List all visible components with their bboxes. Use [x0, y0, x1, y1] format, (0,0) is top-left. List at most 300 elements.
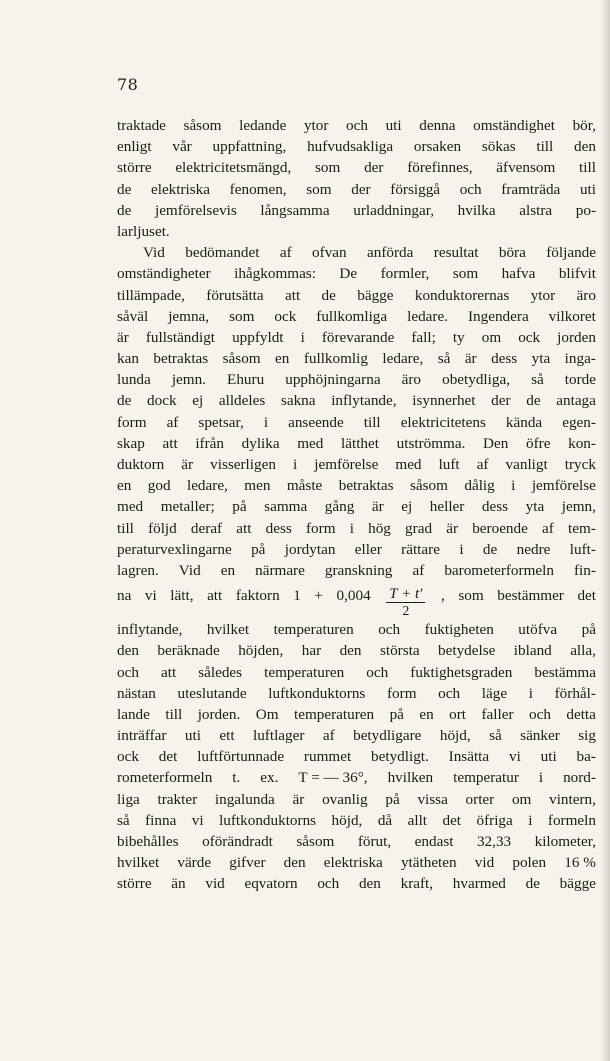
word: är: [464, 350, 477, 368]
text-line: [117, 640, 596, 661]
word: än: [171, 875, 186, 893]
word: dess: [491, 350, 518, 368]
text-line: [117, 390, 596, 411]
word: anseende: [288, 413, 344, 431]
word: är: [117, 328, 129, 346]
word: äro: [576, 286, 596, 304]
word: förut,: [357, 833, 392, 850]
word: grad: [405, 519, 433, 537]
word: betydligare: [353, 727, 422, 745]
word: ofvan: [312, 244, 347, 262]
word: med: [117, 498, 144, 516]
word: bedömandet: [185, 244, 260, 262]
word: de: [526, 392, 541, 410]
word: till: [165, 705, 183, 723]
word: största: [379, 642, 420, 660]
word: följande: [546, 244, 596, 262]
word: af: [322, 727, 335, 745]
word: trakter: [157, 790, 198, 808]
word: hvarmed: [452, 875, 506, 893]
word: ex.: [260, 769, 279, 787]
word: hvilket: [206, 621, 250, 639]
word: ledare,: [186, 477, 228, 495]
word: på: [251, 540, 266, 558]
word: större: [117, 875, 152, 893]
word: ibland: [513, 642, 552, 660]
word: om: [481, 328, 502, 346]
word: god: [147, 477, 171, 495]
word: såväl: [117, 307, 149, 325]
word: dess: [265, 519, 292, 537]
word: 0,004: [336, 587, 371, 605]
word: af: [279, 244, 292, 262]
word: der: [351, 180, 371, 198]
word: förhål-: [554, 684, 596, 702]
word: i: [528, 684, 533, 702]
word: visserligen: [210, 456, 276, 473]
word: ock: [117, 748, 139, 766]
word: och: [346, 117, 368, 134]
word: höjd,: [439, 727, 471, 745]
word: lunda: [117, 371, 151, 389]
word: vissa: [417, 790, 448, 808]
word: uti: [385, 117, 402, 134]
text-line: [117, 662, 596, 683]
text-line: [117, 263, 596, 284]
word: lätt,: [170, 587, 194, 605]
word: som: [229, 307, 255, 325]
word: af: [542, 519, 554, 537]
text-line: [117, 767, 596, 788]
word: förutsätta: [206, 286, 264, 304]
word: eller: [354, 540, 382, 558]
word: att: [160, 663, 177, 681]
word: ej: [401, 498, 413, 516]
word: är: [371, 498, 384, 516]
word: som: [306, 180, 332, 198]
word: vi: [508, 748, 521, 766]
word: gifver: [229, 854, 266, 872]
word: följd: [148, 519, 177, 537]
fraction: [386, 587, 425, 620]
word: rometerformeln: [117, 769, 213, 787]
word: hög: [368, 519, 391, 537]
word: så: [437, 350, 451, 368]
word: öfriga: [476, 811, 513, 829]
word: der: [491, 392, 511, 410]
word: Vid: [143, 244, 165, 262]
word: till: [579, 159, 596, 177]
text-line: [117, 179, 596, 200]
word: bibehålles: [117, 833, 179, 850]
text-line: [117, 242, 596, 263]
word: luftkonduktorns: [268, 684, 366, 702]
word: fall;: [411, 328, 436, 346]
word: orsaken: [413, 138, 462, 156]
word: allt: [407, 811, 428, 829]
text-line: [117, 412, 596, 433]
word: endast: [414, 833, 454, 850]
word: uppfyldt: [232, 328, 284, 346]
word: i: [511, 477, 516, 495]
word: är: [292, 790, 305, 808]
word: rättare: [401, 540, 440, 558]
word: som: [315, 159, 341, 177]
text-line: [117, 746, 596, 767]
word: lagren.: [117, 561, 159, 579]
word: bestämma: [534, 663, 596, 681]
word: alldeles: [218, 392, 266, 410]
word: framträda: [501, 180, 561, 198]
word: denna: [419, 117, 456, 134]
word: i: [300, 328, 305, 346]
word: ingalunda: [214, 790, 275, 808]
word: polen: [512, 854, 547, 872]
word: ,: [440, 587, 445, 605]
word: långsamma: [260, 201, 330, 219]
word: i: [292, 456, 298, 473]
word: oförändradt: [202, 833, 273, 850]
word: na: [117, 587, 132, 605]
word: jemn.: [171, 371, 206, 389]
word: tryck: [564, 456, 596, 473]
word: och: [378, 621, 401, 639]
word: detta: [566, 705, 596, 723]
word: hvilket: [117, 854, 160, 872]
word: kilometer,: [534, 833, 596, 850]
word: Ehuru: [227, 371, 265, 389]
word: t.: [232, 769, 241, 787]
word: torde: [564, 371, 596, 389]
word: i: [459, 540, 464, 558]
word: böra: [498, 244, 526, 262]
word: således: [198, 663, 243, 681]
word: inga-: [564, 350, 596, 368]
word: granskning: [324, 561, 393, 579]
text-line: [117, 683, 596, 704]
word: uteslutande: [177, 684, 247, 702]
word: Insätta: [448, 748, 490, 766]
word: vi: [191, 811, 204, 829]
word: förefinnes,: [407, 159, 473, 177]
word: resultat: [433, 244, 479, 262]
word: formeln: [547, 811, 596, 829]
word: hufvudsakliga: [307, 138, 394, 156]
word: inflytande,: [331, 392, 397, 410]
word: yta: [531, 350, 551, 368]
word: De: [339, 265, 358, 283]
word: fin-: [574, 561, 596, 579]
word: i: [528, 811, 533, 829]
word: i: [263, 413, 269, 431]
word: inflytande,: [117, 621, 183, 639]
word: betydligt.: [371, 748, 429, 766]
word: liga: [117, 790, 140, 808]
text-line: [117, 157, 596, 178]
word: yta: [525, 498, 545, 516]
word: sänker: [520, 727, 560, 745]
word: och: [317, 875, 340, 893]
word: spetsar,: [198, 413, 244, 431]
word: dylika: [241, 434, 280, 452]
word: uti: [540, 748, 557, 766]
word: tillämpade,: [117, 286, 185, 304]
word: nord-: [563, 769, 596, 787]
word: ock: [274, 307, 297, 325]
word: 1: [293, 587, 301, 605]
word: inträffar: [117, 727, 167, 745]
word: beroende: [472, 519, 528, 537]
word: temperaturen: [273, 621, 354, 639]
word: ovanlig: [322, 790, 368, 808]
word: luftförtunnade: [197, 748, 285, 766]
word: luftkonduktorns: [219, 811, 317, 829]
word: de: [482, 540, 498, 558]
word: isynnerhet: [412, 392, 476, 410]
word: sökas: [481, 138, 516, 156]
word: barometerformeln: [444, 561, 554, 579]
word: och: [117, 663, 139, 681]
word: jemförelsevis: [154, 201, 237, 219]
word: fenomen,: [229, 180, 287, 198]
word: uti: [579, 180, 596, 198]
text-line: [117, 115, 596, 136]
text-line: [117, 852, 596, 873]
word: Ingendera: [467, 307, 529, 325]
word: +: [314, 587, 323, 605]
word: form: [117, 413, 147, 431]
page-number: 78: [117, 75, 139, 94]
word: så: [489, 727, 502, 745]
word: ort: [449, 705, 467, 723]
word: kraft,: [400, 875, 434, 893]
word: antaga: [556, 392, 596, 410]
word: den: [358, 875, 381, 893]
word: af: [166, 413, 179, 431]
word: försiggå: [390, 180, 441, 198]
word: temperatur: [453, 769, 519, 787]
word: luft-: [569, 540, 596, 558]
word: uti: [184, 727, 201, 745]
word: rummet: [303, 748, 352, 766]
word: så: [531, 371, 544, 389]
word: som: [458, 587, 484, 605]
text-line: [117, 475, 596, 496]
word: peraturvexlingarne: [117, 540, 232, 558]
word: fuktighetsgraden: [410, 663, 513, 681]
word: såsom: [183, 117, 222, 134]
word: jemförelse: [314, 456, 379, 473]
word: de: [117, 201, 132, 219]
word: om: [511, 790, 532, 808]
word: jorden.: [197, 705, 241, 723]
word: uppfattning,: [212, 138, 287, 156]
text-line: [117, 221, 596, 242]
word: tem-: [568, 519, 596, 537]
word: nedre: [516, 540, 551, 558]
formula-line: [117, 577, 596, 619]
word: egen-: [562, 413, 596, 431]
word: det: [442, 811, 462, 829]
word: Om: [255, 705, 279, 723]
word: större: [117, 159, 152, 177]
word: det: [158, 748, 178, 766]
word: anförda: [367, 244, 414, 262]
word: kan: [117, 350, 139, 368]
text-line: [117, 873, 596, 894]
word: omständigheter: [117, 265, 211, 283]
word: 32,33: [476, 833, 512, 850]
word: af: [476, 456, 489, 473]
word: duktorn: [117, 456, 165, 473]
word: en: [117, 477, 132, 495]
word: utströmma.: [396, 434, 466, 452]
word: formler,: [380, 265, 430, 283]
word: är: [181, 456, 194, 473]
word: den: [339, 642, 362, 660]
word: elektricitetsmängd,: [175, 159, 292, 177]
text-line: [117, 619, 596, 640]
word: men: [244, 477, 271, 495]
word: hvilken: [387, 769, 434, 787]
word: de: [525, 875, 540, 893]
word: närmare: [255, 561, 305, 579]
fraction-numerator: T + t′: [386, 587, 425, 603]
word: ock: [518, 328, 541, 346]
word: att: [207, 587, 223, 605]
text-line: [117, 369, 596, 390]
text-line: [117, 831, 596, 852]
word: lätthet: [341, 434, 379, 452]
word: alla,: [570, 642, 596, 660]
word: ledare,: [382, 350, 424, 368]
text-line: [117, 725, 596, 746]
word: der: [364, 159, 384, 177]
word: med: [297, 434, 324, 452]
word: att: [284, 286, 301, 304]
word: nästan: [117, 684, 156, 702]
word: elektriska: [323, 854, 383, 872]
word: betraktas: [338, 477, 394, 495]
word: på: [389, 705, 404, 723]
word: en: [220, 561, 236, 579]
word: till: [536, 138, 554, 156]
word: på: [581, 621, 596, 639]
word: öfre: [526, 434, 551, 452]
word: så: [117, 811, 130, 829]
text-line: [117, 348, 596, 369]
word: bägge: [559, 875, 596, 893]
word: dålig: [464, 477, 495, 495]
word: metaller;: [160, 498, 215, 516]
paragraph-container: [117, 115, 596, 895]
word: ty: [452, 328, 465, 346]
text-line: [117, 454, 596, 475]
word: temperaturen: [264, 663, 345, 681]
word: vår: [172, 138, 192, 156]
word: betydelse: [438, 642, 496, 660]
word: de: [117, 180, 132, 198]
word: eqvatorn: [244, 875, 298, 893]
text-line: [117, 306, 596, 327]
word: och: [438, 684, 461, 702]
word: form: [305, 519, 336, 537]
word: att: [162, 434, 178, 452]
word: ihågkommas:: [234, 265, 316, 283]
word: läge: [481, 684, 508, 702]
word: betraktas: [153, 350, 209, 368]
word: den: [283, 854, 306, 872]
word: fuktigheten: [424, 621, 494, 639]
word: ytor: [530, 286, 556, 304]
word: fullkomlig: [303, 350, 368, 368]
word: kända: [505, 413, 543, 431]
word: Vid: [178, 561, 201, 579]
word: temperaturen: [293, 705, 375, 723]
word: skap: [117, 434, 145, 452]
word: på: [385, 790, 400, 808]
text-line: [117, 433, 596, 454]
word: 16 %: [564, 854, 596, 872]
word: i: [349, 519, 354, 537]
word: ytätheten: [400, 854, 457, 872]
word: ledare.: [407, 307, 448, 325]
word: värde: [177, 854, 212, 872]
word: ett: [219, 727, 235, 745]
word: är: [446, 519, 459, 537]
word: jemförelse: [531, 477, 596, 495]
word: då: [377, 811, 393, 829]
word: höjden,: [238, 642, 284, 660]
word: den: [574, 138, 596, 156]
word: alstra: [519, 201, 553, 219]
word: fullkomliga: [316, 307, 388, 325]
word: Den: [483, 434, 509, 452]
word: po-: [575, 201, 596, 219]
word: ytor: [303, 117, 329, 134]
word: deraf: [190, 519, 223, 537]
word: upphöjningarna: [285, 371, 381, 389]
word: elektriska: [150, 180, 211, 198]
word: ledande: [239, 117, 287, 134]
word: måste: [286, 477, 323, 495]
word: blifvit: [558, 265, 596, 283]
word: urladdningar,: [353, 201, 435, 219]
word: vintern,: [549, 790, 596, 808]
word: sakna: [280, 392, 316, 410]
word: heller: [429, 498, 465, 516]
word: i: [538, 769, 544, 787]
word: bör,: [572, 117, 596, 134]
word: att: [236, 519, 252, 537]
word: jemna,: [168, 307, 210, 325]
word: kon-: [568, 434, 596, 452]
text-line: [117, 810, 596, 831]
word: samma: [264, 498, 308, 516]
word: till: [363, 413, 381, 431]
word: såsom: [222, 350, 261, 368]
word: vi: [144, 587, 157, 605]
word: fullständigt: [145, 328, 216, 346]
word: de: [321, 286, 336, 304]
word: finna: [145, 811, 177, 829]
text-line: [117, 518, 596, 539]
word: ba-: [576, 748, 596, 766]
word: äfvensom: [496, 159, 556, 177]
word: vid: [474, 854, 495, 872]
word: en: [419, 705, 434, 723]
word: höjd,: [331, 811, 363, 829]
